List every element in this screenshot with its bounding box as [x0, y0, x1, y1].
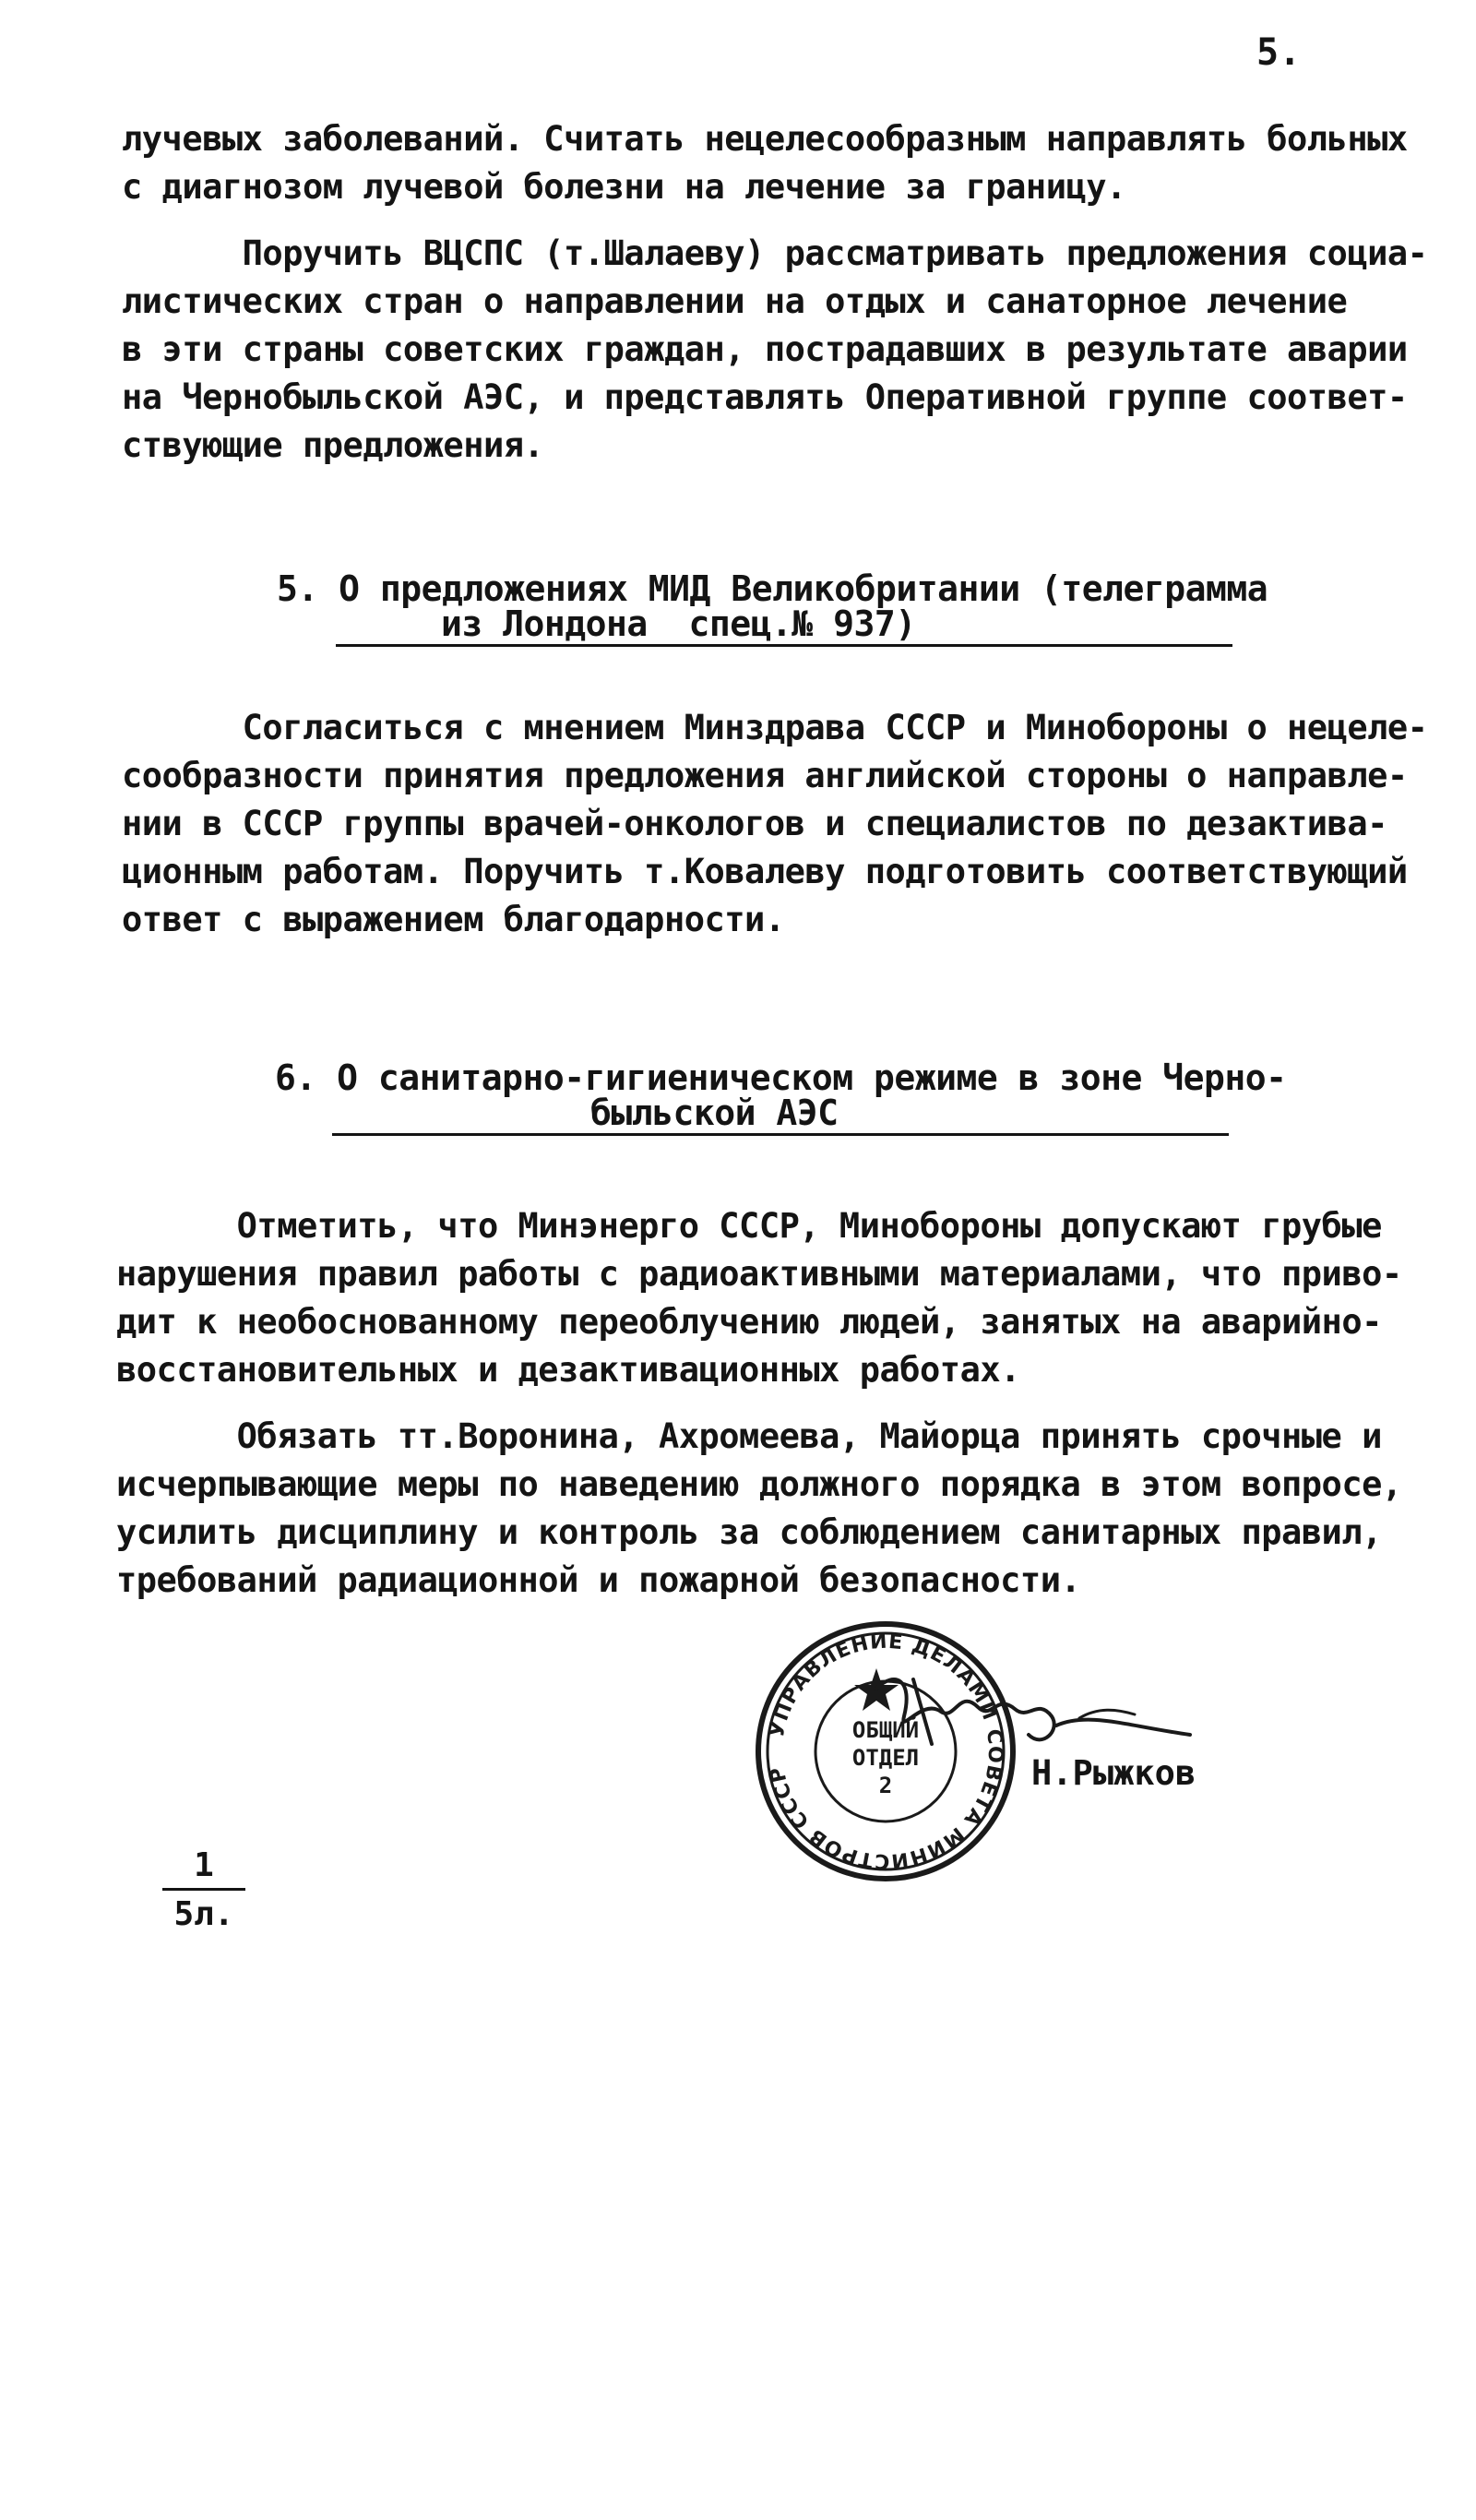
- paragraph-line: ствующие предложения.: [122, 425, 544, 465]
- section-5-underline: [336, 644, 1232, 647]
- section-6-body-line: Обязать тт.Воронина, Ахромеева, Майорца принять срочные и: [116, 1416, 1382, 1456]
- section-6-body-line: нарушения правил работы с радиоактивными материалами, что приво-: [116, 1254, 1402, 1294]
- sheet-count-note: [162, 1845, 245, 1935]
- section-5-body-line: нии в СССР группы врачей-онкологов и специалистов по дезактива-: [122, 804, 1387, 843]
- stamp-inner-line2: ОТДЕЛ: [851, 1745, 920, 1771]
- section-6-body-line: усилить дисциплину и контроль за соблюдением санитарных правил,: [116, 1512, 1382, 1552]
- paragraph-line: Поручить ВЦСПС (т.Шалаеву) рассматривать предложения социа-: [122, 233, 1428, 273]
- section-6-body-line: исчерпывающие меры по наведению должного порядка в этом вопросе,: [116, 1464, 1402, 1504]
- section-6-heading-line: 6. О санитарно-гигиеническом режиме в зоне Черно-: [275, 1057, 1287, 1098]
- paragraph-line: на Чернобыльской АЭС, и представлять Оперативной группе соответ-: [122, 377, 1408, 417]
- paragraph-line: лучевых заболеваний. Считать нецелесообразным направлять больных: [122, 119, 1408, 159]
- section-5-heading-line: 5. О предложениях МИД Великобритании (телеграмма: [277, 568, 1268, 609]
- section-6-body-line: восстановительных и дезактивационных работах.: [116, 1350, 1020, 1390]
- section-6-body-line: требований радиационной и пожарной безопасности.: [116, 1560, 1081, 1600]
- section-6-body-line: дит к необоснованному переоблучению людей, занятых на аварийно-: [116, 1302, 1382, 1342]
- paragraph-line: с диагнозом лучевой болезни на лечение за границу.: [122, 167, 1126, 207]
- page-number: 5.: [1256, 31, 1302, 74]
- fraction-bar: [162, 1888, 245, 1891]
- section-6-heading-line: быльской АЭС: [590, 1093, 839, 1133]
- stamp-inner-line1: ОБЩИЙ: [851, 1717, 920, 1743]
- signer-name: Н.Рыжков: [1031, 1753, 1196, 1793]
- stamp-outer-text: УПРАВЛЕНИЕ ДЕЛАМИ СОВЕТА МИНИСТРОВ СССР: [765, 1630, 1007, 1873]
- section-5-heading-line: из Лондона спец.№ 937): [441, 603, 916, 644]
- section-5-body-line: ционным работам. Поручить т.Ковалеву подготовить соответствующий: [122, 852, 1408, 891]
- section-5-body-line: сообразности принятия предложения английской стороны о направле-: [122, 756, 1408, 795]
- section-6-body-line: Отметить, что Минэнерго СССР, Минобороны допускают грубые: [116, 1206, 1382, 1246]
- stamp-inner-number: 2: [878, 1773, 893, 1798]
- paragraph-line: в эти страны советских граждан, пострадавших в результате аварии: [122, 329, 1408, 369]
- paragraph-line: листических стран о направлении на отдых и санаторное лечение: [122, 281, 1348, 321]
- section-5-body-line: ответ с выражением благодарности.: [122, 900, 785, 939]
- sheet-count-denominator: 5л.: [173, 1895, 234, 1933]
- section-6-underline: [332, 1133, 1229, 1136]
- sheet-count-numerator: 1: [194, 1846, 214, 1884]
- section-5-body-line: Согласиться с мнением Минздрава СССР и Минобороны о нецеле-: [122, 708, 1428, 747]
